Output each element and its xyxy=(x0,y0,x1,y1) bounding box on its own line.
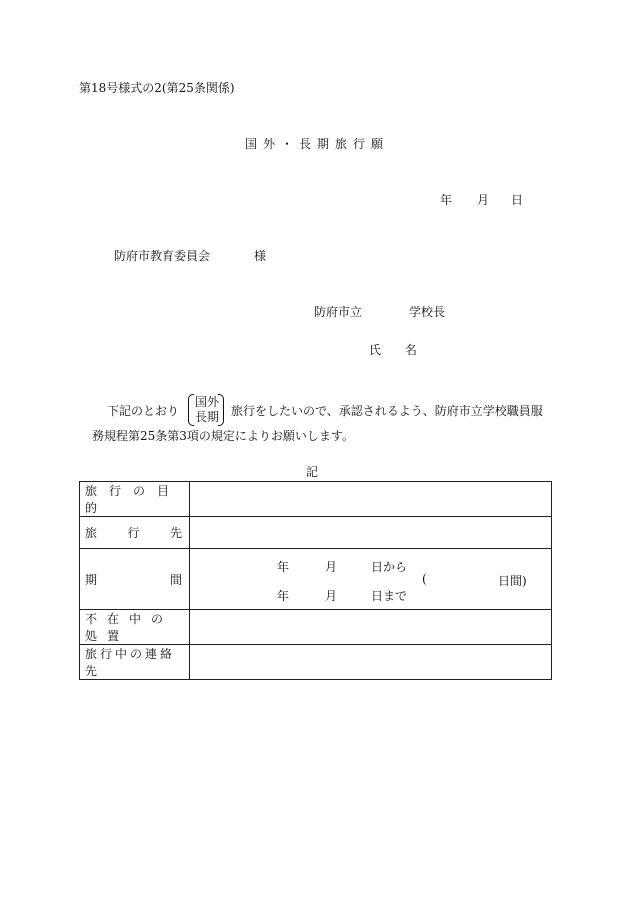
travel-details-table xyxy=(79,481,552,680)
period-from-year: 年 xyxy=(277,560,290,574)
period-days-open: ( xyxy=(422,572,427,586)
period-value-cell[interactable] xyxy=(190,549,552,610)
destination-label xyxy=(85,524,182,541)
period-to-month: 月 xyxy=(325,589,338,603)
travel-type-options xyxy=(188,394,224,426)
right-bracket xyxy=(218,394,224,426)
contact-label-cell xyxy=(80,645,190,680)
option-overseas: 国外 xyxy=(194,395,219,409)
form-number: 第18号様式の2(第25条関係) xyxy=(79,81,235,95)
destination-label-cell xyxy=(80,517,190,549)
destination-label-char: 行 xyxy=(127,526,140,540)
contact-label: 旅行中の連絡先 xyxy=(85,647,176,678)
period-from-month: 月 xyxy=(325,560,338,574)
absence-label: 不在中の処置 xyxy=(85,612,174,643)
absence-value-cell[interactable] xyxy=(190,610,552,645)
period-label-char: 間 xyxy=(169,572,182,587)
table-row-period xyxy=(80,549,552,610)
addressee-name: 防府市教育委員会 xyxy=(114,249,211,263)
ki-heading: 記 xyxy=(306,465,319,479)
period-label xyxy=(85,571,182,588)
date-day-label: 日 xyxy=(511,193,524,207)
period-to-year: 年 xyxy=(277,589,290,603)
destination-label-char: 旅 xyxy=(85,526,98,540)
option-long-term: 長期 xyxy=(194,410,219,424)
period-to-suffix: 日まで xyxy=(371,589,408,603)
school-principal-label: 学校長 xyxy=(409,305,446,319)
school-prefix: 防府市立 xyxy=(314,305,363,319)
body-text-start: 下記のとおり xyxy=(107,404,180,418)
period-from-suffix: 日から xyxy=(371,560,408,574)
body-text-line2: 務規程第25条第3項の規定によりお願いします。 xyxy=(92,429,354,443)
purpose-label: 旅行の目的 xyxy=(85,484,182,515)
table-row-purpose xyxy=(80,482,552,517)
body-text-line1-end: 旅行をしたいので、承認されるよう、防府市立学校職員服 xyxy=(231,404,543,418)
document-title: 国外・長期旅行願 xyxy=(245,137,390,151)
period-days-close: 日間) xyxy=(498,574,527,588)
applicant-name-label: 氏 名 xyxy=(369,343,427,357)
table-row-contact xyxy=(80,645,552,680)
date-month-label: 月 xyxy=(477,193,490,207)
table-row-absence-handling xyxy=(80,610,552,645)
absence-label-cell xyxy=(80,610,190,645)
addressee-suffix: 様 xyxy=(254,249,267,263)
period-label-char: 期 xyxy=(85,572,98,587)
table-row-destination xyxy=(80,517,552,549)
destination-value-cell[interactable] xyxy=(190,517,552,549)
date-year-label: 年 xyxy=(440,193,453,207)
contact-value-cell[interactable] xyxy=(190,645,552,680)
period-label-cell xyxy=(80,549,190,610)
destination-label-char: 先 xyxy=(169,526,182,540)
purpose-value-cell[interactable] xyxy=(190,482,552,517)
purpose-label-cell xyxy=(80,482,190,517)
